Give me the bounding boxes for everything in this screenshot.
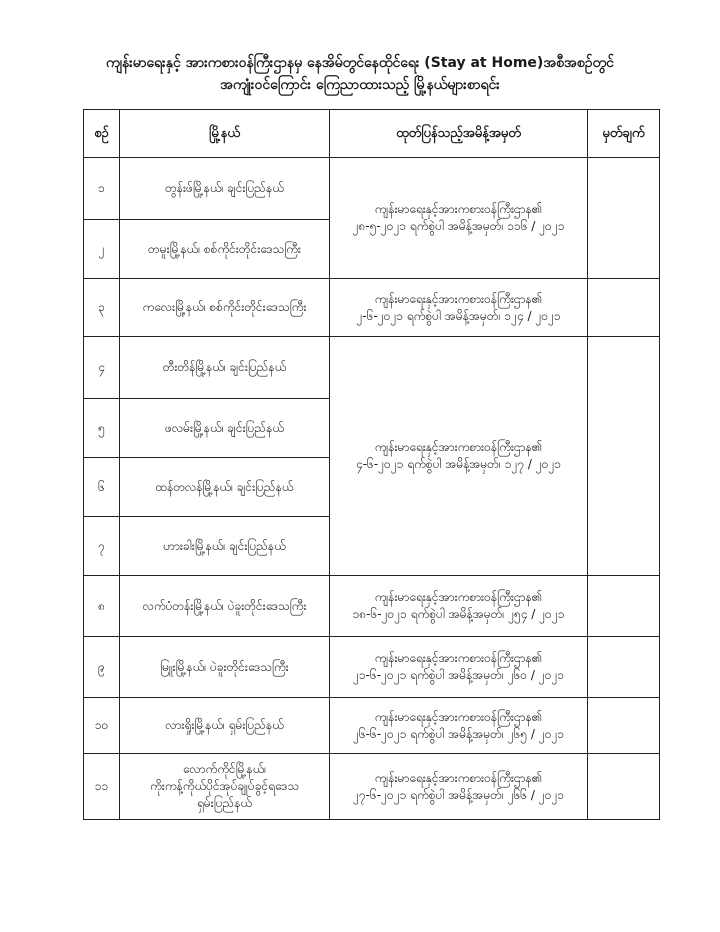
header-township: မြို့နယ် <box>120 110 330 158</box>
remark-cell <box>588 637 660 698</box>
row-number: ၄ <box>84 337 120 399</box>
order-line-2: ၂၇-၆-၂၀၂၁ ရက်စွဲပါ အမိန့်အမှတ်၊ ၂၆၆ / ၂၀၂၁ <box>353 787 564 802</box>
township-line-1: လောက်ကိုင်မြို့နယ်၊ <box>182 762 267 776</box>
header-remark: မှတ်ချက် <box>588 110 660 158</box>
order-line-2: ၂၁-၆-၂၀၂၁ ရက်စွဲပါ အမိန့်အမှတ်၊ ၂၆၀ / ၂၀၂၁ <box>353 668 564 682</box>
table-row <box>84 337 660 399</box>
order-line-2: ၁၈-၆-၂၀၂၁ ရက်စွဲပါ အမိန့်အမှတ်၊ ၂၅၄ / ၂၀၂၁ <box>352 607 565 621</box>
township-line-2: ကိုးကန့်ကိုယ်ပိုင်အုပ်ချုပ်ခွင့်ရဒေသ <box>150 779 299 793</box>
title-line-1: ကျန်းမာရေးနှင့် အားကစားဝန်ကြီးဌာနမှ နေအိမ်တွင်နေထိုင်ရေး (Stay at Home)အစီအစဉ်တွင် <box>106 55 614 71</box>
row-number: ၁ <box>84 158 120 220</box>
township-cell: လက်ပံတန်းမြို့နယ်၊ ပဲခူးတိုင်းဒေသကြီး <box>120 576 330 637</box>
row-number: ၂ <box>84 220 120 279</box>
table-row <box>84 698 660 754</box>
township-cell: တီးတိန်မြို့နယ်၊ ချင်းပြည်နယ် <box>120 337 330 399</box>
order-cell <box>330 337 588 576</box>
remark-cell <box>588 576 660 637</box>
township-cell: ထန်တလန်မြို့နယ်၊ ချင်းပြည်နယ် <box>120 458 330 517</box>
row-number: ၁၁ <box>84 754 120 820</box>
remark-cell <box>588 279 660 337</box>
order-line-1: ကျန်းမာရေးနှင့်အားကစားဝန်ကြီးဌာန၏ <box>374 770 543 785</box>
order-cell <box>330 637 588 698</box>
order-line-2: ၄-၆-၂၀၂၁ ရက်စွဲပါ အမိန့်အမှတ်၊ ၁၂၇ / ၂၀၂၁ <box>355 457 562 471</box>
order-cell <box>330 279 588 337</box>
header-order: ထုတ်ပြန်သည့်အမိန့်အမှတ် <box>330 110 588 158</box>
header-no: စဉ် <box>84 110 120 158</box>
township-table <box>83 109 660 820</box>
row-number: ၆ <box>84 458 120 517</box>
row-number: ၅ <box>84 399 120 458</box>
township-cell <box>120 754 330 820</box>
remark-cell <box>588 698 660 754</box>
row-number: ၃ <box>84 279 120 337</box>
township-line-3: ရှမ်းပြည်နယ် <box>196 796 253 810</box>
township-cell: မြူးမြို့နယ်၊ ပဲခူးတိုင်းဒေသကြီး <box>120 637 330 698</box>
title-line-2: အကျုံးဝင်ကြောင်း ကြေညာထားသည့် မြို့နယ်များစာရင်း <box>220 77 500 93</box>
order-line-1: ကျန်းမာရေးနှင့်အားကစားဝန်ကြီးဌာန၏ <box>374 202 543 216</box>
table-row <box>84 637 660 698</box>
remark-cell <box>588 754 660 820</box>
table-row <box>84 158 660 220</box>
order-line-1: ကျန်းမာရေးနှင့်အားကစားဝန်ကြီးဌာန၏ <box>374 651 543 665</box>
order-cell <box>330 754 588 820</box>
order-cell <box>330 698 588 754</box>
township-cell: ကလေးမြို့နယ်၊ စစ်ကိုင်းတိုင်းဒေသကြီး <box>120 279 330 337</box>
row-number: ၉ <box>84 637 120 698</box>
order-line-2: ၂၆-၆-၂၀၂၁ ရက်စွဲပါ အမိန့်အမှတ်၊ ၂၆၅ / ၂၀၂၁ <box>353 726 564 741</box>
document-title <box>60 52 660 96</box>
order-line-1: ကျန်းမာရေးနှင့်အားကစားဝန်ကြီးဌာန၏ <box>374 590 543 604</box>
order-line-1: ကျန်းမာရေးနှင့်အားကစားဝန်ကြီးဌာန၏ <box>374 440 543 454</box>
table-row <box>84 576 660 637</box>
remark-cell <box>588 337 660 576</box>
township-cell: လားရှိုးမြို့နယ်၊ ရှမ်းပြည်နယ် <box>120 698 330 754</box>
township-cell: တမူးမြို့နယ်၊ စစ်ကိုင်းတိုင်းဒေသကြီး <box>120 220 330 279</box>
order-line-1: ကျန်းမာရေးနှင့်အားကစားဝန်ကြီးဌာန၏ <box>374 709 543 724</box>
order-line-1: ကျန်းမာရေးနှင့်အားကစားဝန်ကြီးဌာန၏ <box>374 291 543 306</box>
order-cell <box>330 576 588 637</box>
township-cell: ဖလမ်းမြို့နယ်၊ ချင်းပြည်နယ် <box>120 399 330 458</box>
order-line-2: ၂-၆-၂၀၂၁ ရက်စွဲပါ အမိန့်အမှတ်၊ ၁၂၄ / ၂၀၂၁ <box>356 308 561 323</box>
row-number: ၈ <box>84 576 120 637</box>
table-row <box>84 754 660 820</box>
table-header-row <box>84 110 660 158</box>
row-number: ၇ <box>84 517 120 576</box>
order-line-2: ၂၈-၅-၂၀၂၁ ရက်စွဲပါ အမိန့်အမှတ်၊ ၁၁၆ / ၂၀၂၁ <box>352 219 565 233</box>
order-cell <box>330 158 588 279</box>
row-number: ၁၀ <box>84 698 120 754</box>
table-row <box>84 279 660 337</box>
remark-cell <box>588 158 660 279</box>
township-cell: တွန်းဖ်မြို့နယ်၊ ချင်းပြည်နယ် <box>120 158 330 220</box>
township-cell: ဟားခါးမြို့နယ်၊ ချင်းပြည်နယ် <box>120 517 330 576</box>
